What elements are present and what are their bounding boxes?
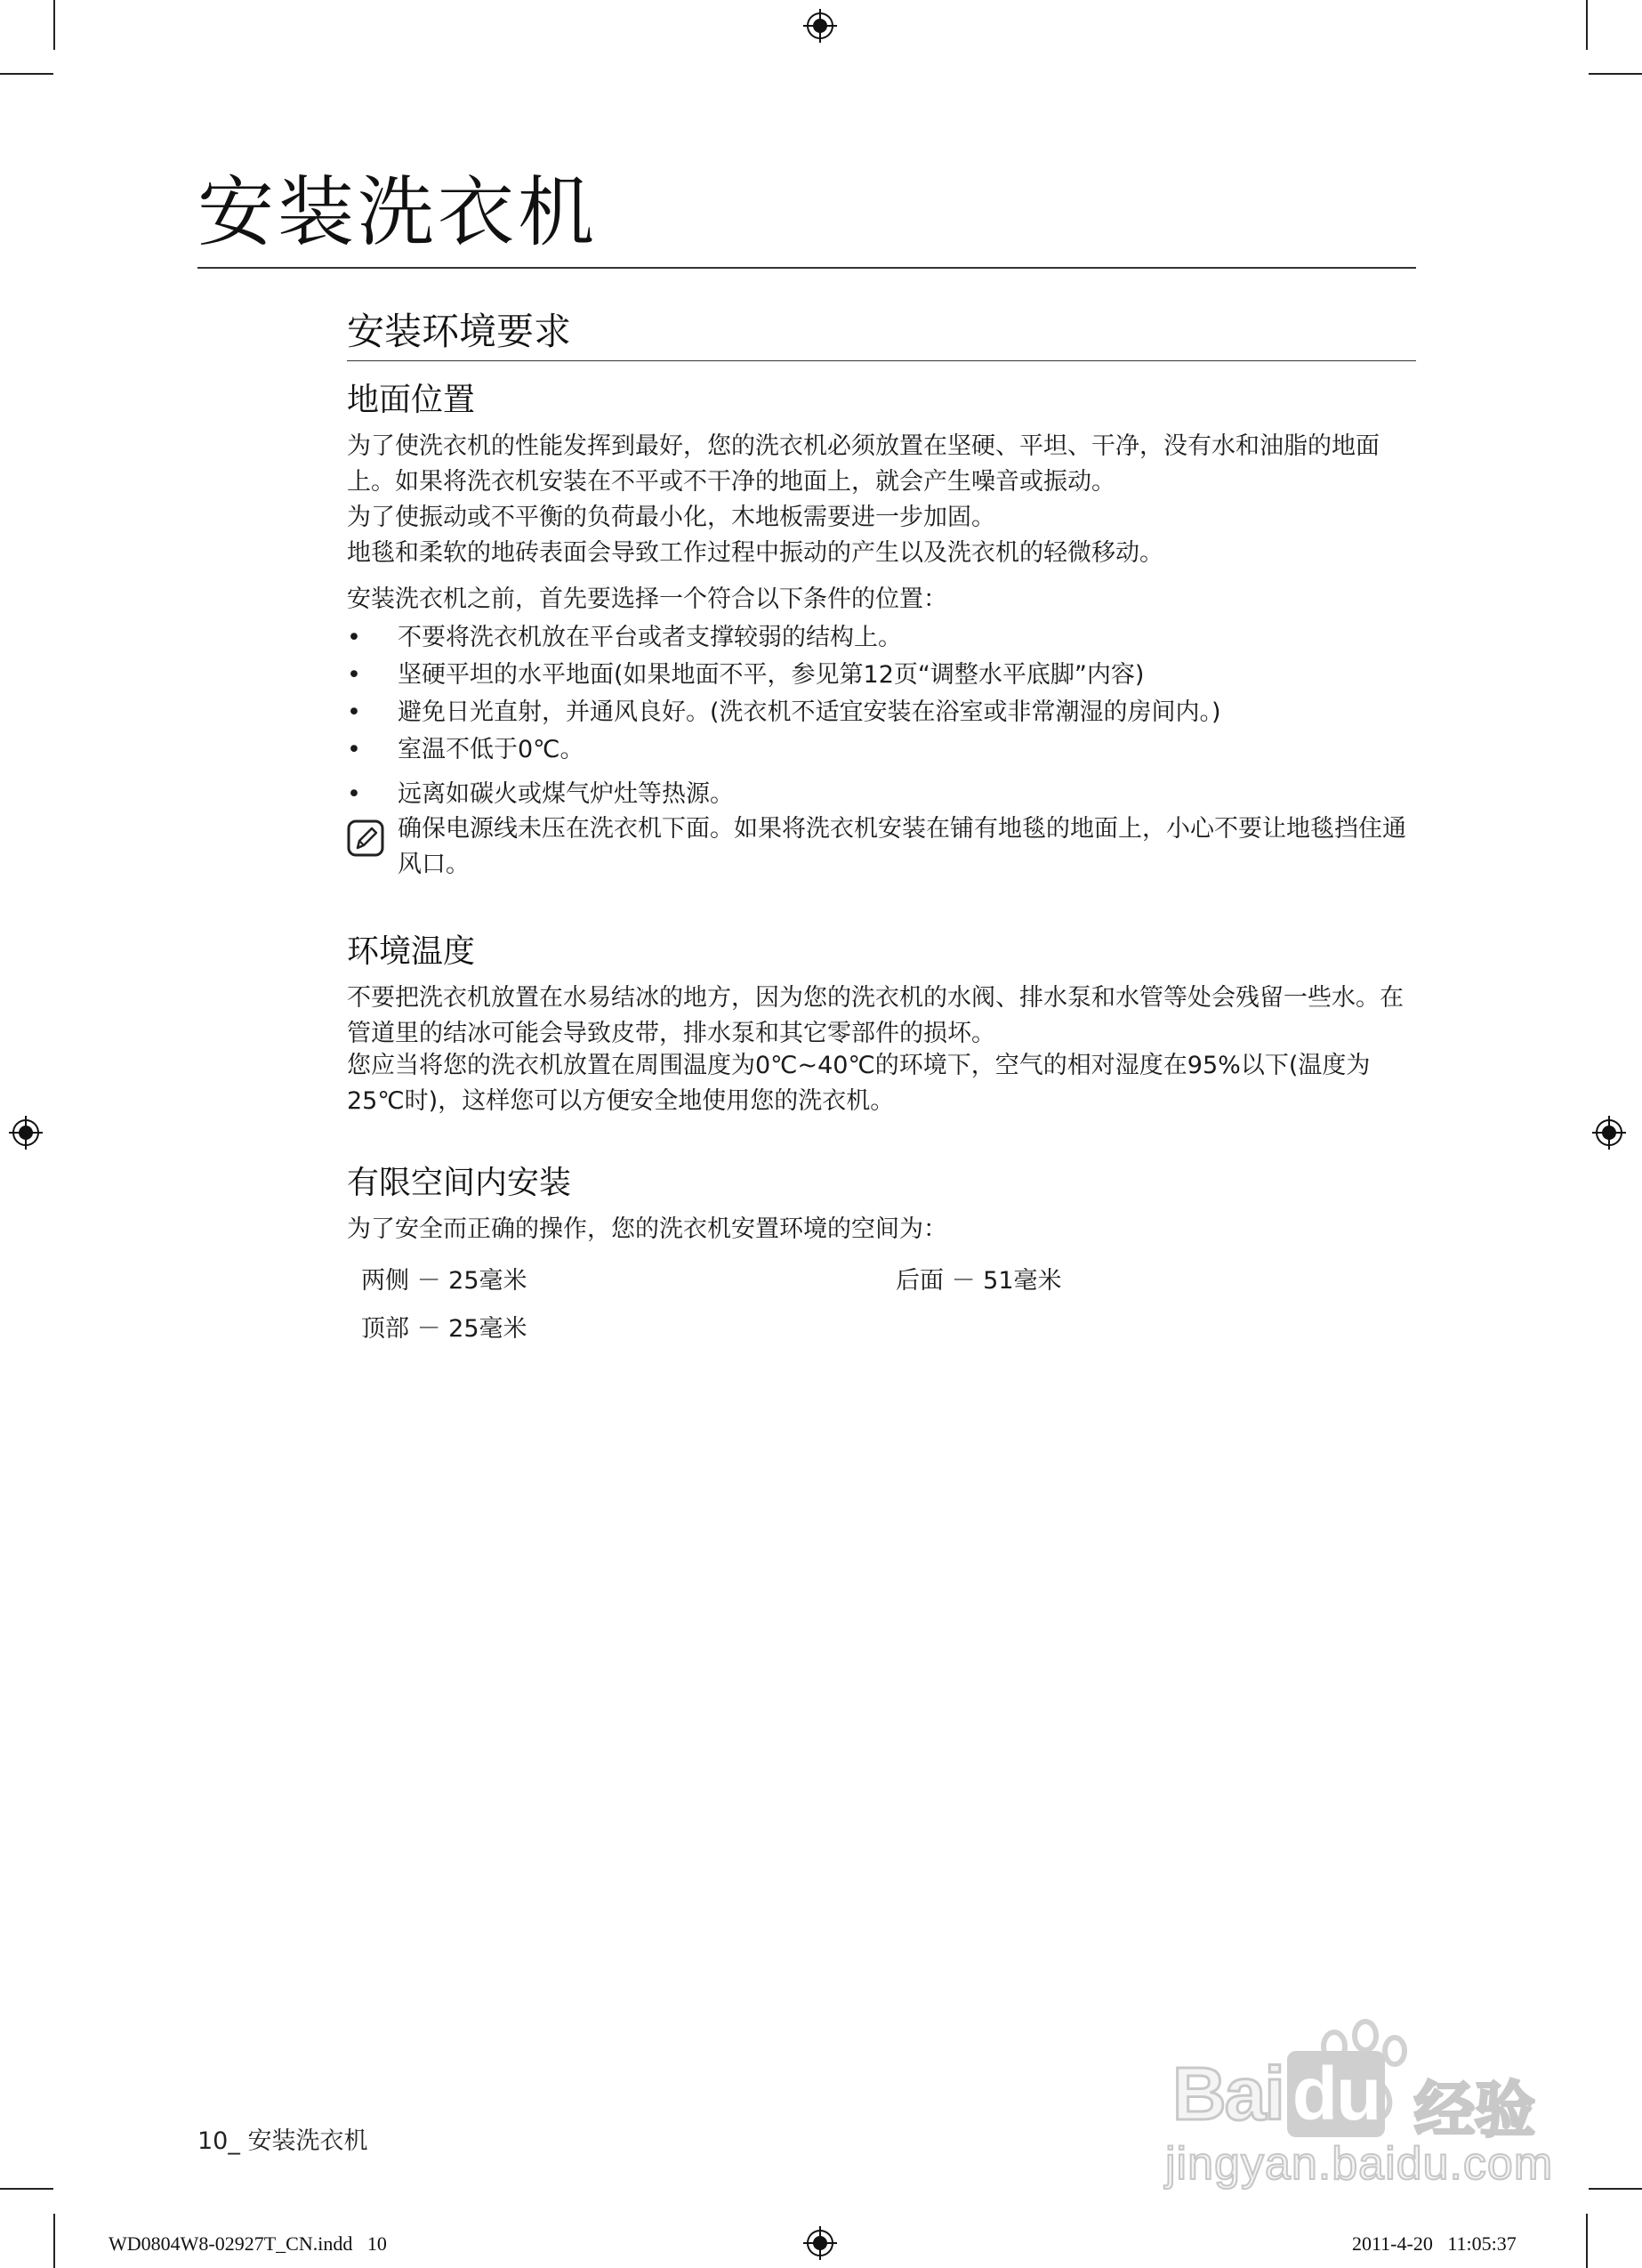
crop-mark — [53, 2214, 55, 2268]
title-rule — [197, 267, 1416, 269]
floor-heading: 地面位置 — [347, 382, 476, 418]
crop-mark — [0, 73, 53, 75]
bullet-icon: • — [347, 624, 361, 651]
bullet-icon: • — [347, 698, 361, 726]
note-pencil-icon — [347, 819, 384, 857]
crop-mark — [0, 2188, 53, 2190]
floor-paragraph: 地毯和柔软的地砖表面会导致工作过程中振动的产生以及洗衣机的轻微移动。 — [347, 539, 1163, 567]
limited-space-intro: 为了安全而正确的操作，您的洗衣机安置环境的空间为： — [347, 1215, 947, 1243]
temperature-paragraph: 不要把洗衣机放置在水易结冰的地方，因为您的洗衣机的水阀、排水泵和水管等处会残留一些水。在管道里的结冰可能会导致皮带，排水泵和其它零部件的损坏。 — [347, 984, 1404, 1047]
registration-mark-icon — [803, 2226, 837, 2260]
section-rule — [347, 360, 1416, 361]
floor-paragraph: 为了使振动或不平衡的负荷最小化，木地板需要进一步加固。 — [347, 504, 995, 531]
clearance-sides: 两侧 － 25毫米 — [361, 1267, 527, 1295]
registration-mark-icon — [1592, 1116, 1626, 1150]
bullet-icon: • — [347, 780, 361, 808]
registration-mark-icon — [803, 9, 837, 43]
slug-timestamp: 2011-4-20 11:05:37 — [1352, 2232, 1517, 2255]
watermark-url: jingyan.baidu.com — [1165, 2138, 1554, 2190]
crop-mark — [1586, 2214, 1588, 2268]
crop-mark — [1589, 73, 1642, 75]
clearance-back: 后面 － 51毫米 — [896, 1267, 1062, 1295]
floor-paragraph: 为了使洗衣机的性能发挥到最好，您的洗衣机必须放置在坚硬、平坦、干净，没有水和油脂的地面上。如果将洗衣机安装在不平或不干净的地面上，就会产生噪音或振动。 — [347, 432, 1380, 496]
limited-space-heading: 有限空间内安装 — [347, 1165, 572, 1201]
crop-mark — [1589, 2188, 1642, 2190]
registration-mark-icon — [9, 1116, 43, 1150]
crop-mark — [53, 0, 55, 50]
crop-mark — [1586, 0, 1588, 50]
temperature-paragraph: 您应当将您的洗衣机放置在周围温度为0℃~40℃的环境下，空气的相对湿度在95%以下(温度为25℃时)，这样您可以方便安全地使用您的洗衣机。 — [347, 1052, 1371, 1115]
note-text: 确保电源线未压在洗衣机下面。如果将洗衣机安装在铺有地毯的地面上，小心不要让地毯挡住通风口。 — [398, 815, 1406, 878]
watermark-brand: Bai du — [1172, 2051, 1385, 2137]
bullet-icon: • — [347, 661, 361, 689]
slug-filename: WD0804W8-02927T_CN.indd 10 — [109, 2232, 387, 2255]
bullet-icon: • — [347, 736, 361, 763]
page-footer: 10_ 安装洗衣机 — [197, 2127, 368, 2155]
floor-paragraph: 安装洗衣机之前，首先要选择一个符合以下条件的位置： — [347, 585, 947, 613]
page-title: 安装洗衣机 — [197, 168, 598, 257]
watermark-brand-cn: 经验 — [1414, 2076, 1536, 2146]
temperature-heading: 环境温度 — [347, 933, 476, 970]
section-title: 安装环境要求 — [347, 310, 572, 353]
clearance-top: 顶部 － 25毫米 — [361, 1315, 527, 1343]
